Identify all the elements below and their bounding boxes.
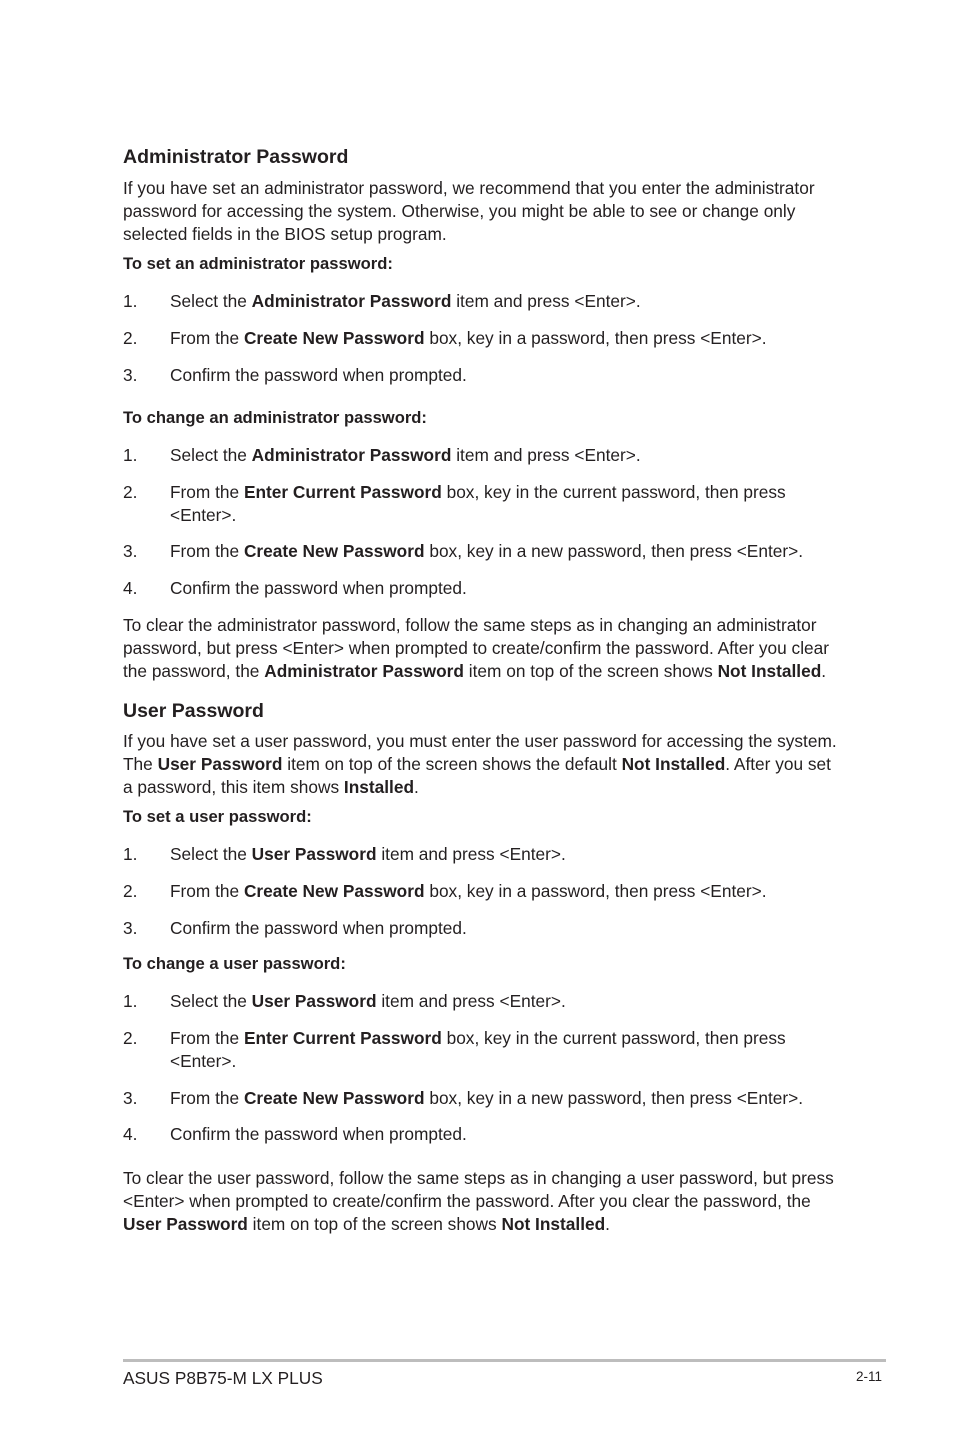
- bold-term: User Password: [251, 991, 377, 1011]
- footer-divider: [123, 1359, 886, 1362]
- text-run: Select the: [170, 445, 252, 465]
- step-text: [170, 327, 840, 350]
- text-run: item on top of the screen shows the default: [282, 754, 622, 774]
- text-run: From the: [170, 1088, 244, 1108]
- text-run: item and press <Enter>.: [376, 844, 566, 864]
- step-text: [170, 843, 840, 866]
- step-number: 4.: [123, 1124, 138, 1144]
- step-text: [170, 917, 840, 940]
- admin-clear-paragraph: [123, 614, 843, 683]
- text-run: To clear the user password, follow the same steps as in changing a user password, but press <Enter> when prompted to create/confirm the password. After you clear the password, the: [123, 1168, 834, 1211]
- text-run: Select the: [170, 844, 252, 864]
- user-intro-paragraph: [123, 730, 843, 799]
- step-text: [170, 540, 840, 563]
- step-text: [170, 1123, 840, 1146]
- step-number: 1.: [123, 445, 138, 465]
- step-text: [170, 444, 840, 467]
- bold-term: User Password: [251, 844, 377, 864]
- user-password-heading: User Password: [123, 700, 264, 722]
- step-number: 3.: [123, 541, 138, 561]
- bold-term: Installed: [343, 777, 415, 797]
- step-text: [170, 364, 840, 387]
- text-run: .: [605, 1214, 610, 1234]
- bold-term: Administrator Password: [264, 661, 464, 681]
- step-text: [170, 1087, 840, 1110]
- step-number: 2.: [123, 1028, 138, 1048]
- step-number: 1.: [123, 991, 138, 1011]
- step-number: 2.: [123, 881, 138, 901]
- text-run: Confirm the password when prompted.: [170, 578, 467, 598]
- text-run: box, key in a password, then press <Enter>.: [424, 881, 767, 901]
- text-run: Confirm the password when prompted.: [170, 1124, 467, 1144]
- text-run: From the: [170, 1028, 244, 1048]
- footer-product-name: ASUS P8B75-M LX PLUS: [123, 1368, 323, 1388]
- text-run: Confirm the password when prompted.: [170, 918, 467, 938]
- text-run: If you have set a user password, you must enter the user password for accessing the system. The: [123, 731, 837, 774]
- text-run: If you have set an administrator password, we recommend that you enter the administrator password for accessing the system. Otherwise, you might be able to see or change only selected fields in the BIOS setup program.: [123, 178, 815, 244]
- step-text: [170, 290, 840, 313]
- step-text: [170, 1027, 840, 1073]
- step-number: 1.: [123, 844, 138, 864]
- admin-change-title: To change an administrator password:: [123, 408, 427, 427]
- text-run: To clear the administrator password, follow the same steps as in changing an administrator password, but press <Enter> when prompted to create/confirm the password. After you clear the password, the: [123, 615, 830, 681]
- bold-term: Not Installed: [621, 754, 726, 774]
- step-number: 3.: [123, 365, 138, 385]
- step-number: 2.: [123, 482, 138, 502]
- text-run: item and press <Enter>.: [376, 991, 566, 1011]
- text-run: item and press <Enter>.: [451, 445, 641, 465]
- user-clear-paragraph: [123, 1167, 843, 1236]
- step-text: [170, 880, 840, 903]
- text-run: From the: [170, 881, 244, 901]
- bold-term: Enter Current Password: [243, 1028, 442, 1048]
- bold-term: Create New Password: [243, 541, 425, 561]
- step-number: 2.: [123, 328, 138, 348]
- bold-term: Administrator Password: [251, 445, 452, 465]
- bold-term: Not Installed: [717, 661, 822, 681]
- bold-term: User Password: [157, 754, 283, 774]
- text-run: Confirm the password when prompted.: [170, 365, 467, 385]
- bold-term: Create New Password: [243, 328, 425, 348]
- text-run: From the: [170, 482, 244, 502]
- footer-page-number: 2-11: [856, 1369, 883, 1384]
- step-number: 3.: [123, 918, 138, 938]
- user-set-title: To set a user password:: [123, 807, 312, 826]
- bold-term: Create New Password: [243, 1088, 425, 1108]
- admin-intro-paragraph: [123, 177, 843, 246]
- text-run: box, key in the current password, then press <Enter>.: [170, 482, 786, 525]
- bold-term: Not Installed: [501, 1214, 606, 1234]
- admin-set-title: To set an administrator password:: [123, 254, 393, 273]
- admin-password-heading: Administrator Password: [123, 146, 349, 168]
- text-run: From the: [170, 328, 244, 348]
- bold-term: User Password: [123, 1214, 248, 1234]
- bold-term: Create New Password: [243, 881, 425, 901]
- text-run: item and press <Enter>.: [451, 291, 641, 311]
- step-text: [170, 577, 840, 600]
- text-run: Select the: [170, 991, 252, 1011]
- text-run: box, key in a password, then press <Enter>.: [424, 328, 767, 348]
- step-text: [170, 990, 840, 1013]
- text-run: .: [414, 777, 419, 797]
- user-change-title: To change a user password:: [123, 954, 346, 973]
- text-run: Select the: [170, 291, 252, 311]
- text-run: box, key in the current password, then press <Enter>.: [170, 1028, 786, 1071]
- text-run: . After you set a password, this item shows: [123, 754, 831, 797]
- step-number: 3.: [123, 1088, 138, 1108]
- text-run: From the: [170, 541, 244, 561]
- bold-term: Administrator Password: [251, 291, 452, 311]
- step-text: [170, 481, 840, 527]
- text-run: item on top of the screen shows: [247, 1214, 502, 1234]
- text-run: .: [821, 661, 827, 681]
- text-run: box, key in a new password, then press <Enter>.: [424, 541, 804, 561]
- bold-term: Enter Current Password: [243, 482, 442, 502]
- step-number: 4.: [123, 578, 138, 598]
- text-run: box, key in a new password, then press <Enter>.: [424, 1088, 804, 1108]
- step-number: 1.: [123, 291, 138, 311]
- text-run: item on top of the screen shows: [463, 661, 718, 681]
